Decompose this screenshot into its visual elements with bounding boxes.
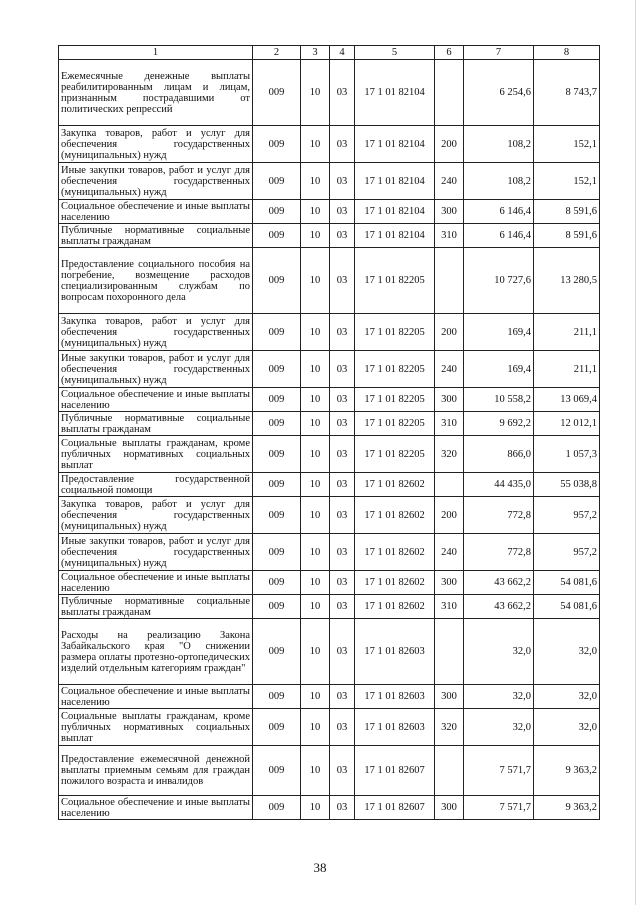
table-row — [59, 314, 600, 351]
row-code-cell: 009 — [253, 796, 301, 820]
row-expense-type-cell: 200 — [435, 497, 464, 534]
row-amount-col8-cell: 32,0 — [534, 685, 600, 709]
row-code-cell: 009 — [253, 163, 301, 200]
page-edge-line — [635, 0, 636, 905]
row-subsection-cell: 03 — [330, 314, 355, 351]
row-amount-col8-cell: 1 057,3 — [534, 436, 600, 473]
row-code-cell: 009 — [253, 497, 301, 534]
row-expense-type-cell: 320 — [435, 436, 464, 473]
row-subsection-cell: 03 — [330, 248, 355, 314]
table-row — [59, 685, 600, 709]
row-code-cell: 009 — [253, 351, 301, 388]
table-row — [59, 473, 600, 497]
row-amount-col8-cell: 211,1 — [534, 314, 600, 351]
row-target-item-cell: 17 1 01 82602 — [355, 473, 435, 497]
row-name-cell: Закупка товаров, работ и услуг для обеспечения государственных (муниципальных) нужд — [59, 126, 253, 163]
row-section-cell: 10 — [301, 412, 330, 436]
row-code-cell: 009 — [253, 746, 301, 796]
row-amount-col8-cell: 54 081,6 — [534, 571, 600, 595]
row-target-item-cell: 17 1 01 82104 — [355, 200, 435, 224]
row-target-item-cell: 17 1 01 82607 — [355, 796, 435, 820]
row-amount-col7-cell: 43 662,2 — [464, 571, 534, 595]
row-code-cell: 009 — [253, 412, 301, 436]
row-expense-type-cell: 300 — [435, 200, 464, 224]
row-name-cell: Иные закупки товаров, работ и услуг для обеспечения государственных (муниципальных) нужд — [59, 534, 253, 571]
row-target-item-cell: 17 1 01 82602 — [355, 595, 435, 619]
row-amount-col7-cell: 32,0 — [464, 619, 534, 685]
row-amount-col7-cell: 866,0 — [464, 436, 534, 473]
row-amount-col7-cell: 169,4 — [464, 314, 534, 351]
row-amount-col7-cell: 32,0 — [464, 709, 534, 746]
row-amount-col7-cell: 7 571,7 — [464, 746, 534, 796]
row-target-item-cell: 17 1 01 82205 — [355, 412, 435, 436]
row-name-cell: Предоставление государственной социальной помощи — [59, 473, 253, 497]
row-expense-type-cell — [435, 619, 464, 685]
row-code-cell: 009 — [253, 248, 301, 314]
row-section-cell: 10 — [301, 60, 330, 126]
row-subsection-cell: 03 — [330, 595, 355, 619]
row-expense-type-cell — [435, 60, 464, 126]
header-col-8: 8 — [534, 46, 600, 60]
row-target-item-cell: 17 1 01 82205 — [355, 248, 435, 314]
table-row — [59, 619, 600, 685]
table-row — [59, 571, 600, 595]
row-name-cell: Социальное обеспечение и иные выплаты населению — [59, 200, 253, 224]
table-row — [59, 796, 600, 820]
row-subsection-cell: 03 — [330, 497, 355, 534]
row-name-cell: Социальное обеспечение и иные выплаты населению — [59, 571, 253, 595]
row-code-cell: 009 — [253, 126, 301, 163]
table-row — [59, 534, 600, 571]
row-amount-col8-cell: 211,1 — [534, 351, 600, 388]
row-target-item-cell: 17 1 01 82205 — [355, 351, 435, 388]
row-subsection-cell: 03 — [330, 619, 355, 685]
row-section-cell: 10 — [301, 571, 330, 595]
row-subsection-cell: 03 — [330, 351, 355, 388]
row-name-cell: Иные закупки товаров, работ и услуг для обеспечения государственных (муниципальных) нужд — [59, 351, 253, 388]
page-number: 38 — [313, 860, 327, 875]
row-expense-type-cell: 310 — [435, 412, 464, 436]
row-code-cell: 009 — [253, 314, 301, 351]
row-target-item-cell: 17 1 01 82205 — [355, 388, 435, 412]
row-amount-col8-cell: 8 743,7 — [534, 60, 600, 126]
row-subsection-cell: 03 — [330, 473, 355, 497]
row-target-item-cell: 17 1 01 82602 — [355, 571, 435, 595]
row-target-item-cell: 17 1 01 82603 — [355, 709, 435, 746]
table-row — [59, 351, 600, 388]
header-col-4: 4 — [330, 46, 355, 60]
table-header-row — [59, 46, 600, 60]
row-target-item-cell: 17 1 01 82104 — [355, 224, 435, 248]
row-expense-type-cell: 320 — [435, 709, 464, 746]
table-body — [59, 60, 600, 820]
row-name-cell: Закупка товаров, работ и услуг для обеспечения государственных (муниципальных) нужд — [59, 314, 253, 351]
table-row — [59, 436, 600, 473]
header-col-3: 3 — [301, 46, 330, 60]
row-amount-col8-cell: 9 363,2 — [534, 796, 600, 820]
row-amount-col7-cell: 10 727,6 — [464, 248, 534, 314]
row-section-cell: 10 — [301, 796, 330, 820]
row-section-cell: 10 — [301, 746, 330, 796]
table-row — [59, 224, 600, 248]
row-amount-col7-cell: 772,8 — [464, 497, 534, 534]
row-expense-type-cell: 200 — [435, 314, 464, 351]
row-amount-col7-cell: 6 146,4 — [464, 224, 534, 248]
row-section-cell: 10 — [301, 709, 330, 746]
row-subsection-cell: 03 — [330, 412, 355, 436]
row-expense-type-cell: 240 — [435, 351, 464, 388]
row-expense-type-cell: 300 — [435, 796, 464, 820]
row-expense-type-cell: 310 — [435, 595, 464, 619]
row-expense-type-cell: 300 — [435, 571, 464, 595]
row-amount-col7-cell: 108,2 — [464, 163, 534, 200]
row-target-item-cell: 17 1 01 82603 — [355, 685, 435, 709]
row-amount-col7-cell: 108,2 — [464, 126, 534, 163]
row-target-item-cell: 17 1 01 82205 — [355, 436, 435, 473]
row-section-cell: 10 — [301, 685, 330, 709]
row-amount-col8-cell: 54 081,6 — [534, 595, 600, 619]
table-row — [59, 248, 600, 314]
row-name-cell: Социальное обеспечение и иные выплаты населению — [59, 796, 253, 820]
row-amount-col8-cell: 32,0 — [534, 619, 600, 685]
row-amount-col8-cell: 9 363,2 — [534, 746, 600, 796]
header-col-7: 7 — [464, 46, 534, 60]
row-target-item-cell: 17 1 01 82607 — [355, 746, 435, 796]
row-section-cell: 10 — [301, 224, 330, 248]
row-subsection-cell: 03 — [330, 709, 355, 746]
row-subsection-cell: 03 — [330, 126, 355, 163]
header-col-1: 1 — [59, 46, 253, 60]
row-subsection-cell: 03 — [330, 436, 355, 473]
row-name-cell: Предоставление социального пособия на погребение, возмещение расходов специализированным службам по вопросам похоронного дела — [59, 248, 253, 314]
row-target-item-cell: 17 1 01 82603 — [355, 619, 435, 685]
row-target-item-cell: 17 1 01 82205 — [355, 314, 435, 351]
row-expense-type-cell: 310 — [435, 224, 464, 248]
row-code-cell: 009 — [253, 685, 301, 709]
table-row — [59, 595, 600, 619]
row-subsection-cell: 03 — [330, 60, 355, 126]
row-name-cell: Иные закупки товаров, работ и услуг для обеспечения государственных (муниципальных) нужд — [59, 163, 253, 200]
row-section-cell: 10 — [301, 388, 330, 412]
row-name-cell: Социальное обеспечение и иные выплаты населению — [59, 685, 253, 709]
row-subsection-cell: 03 — [330, 746, 355, 796]
row-name-cell: Ежемесячные денежные выплаты реабилитированным лицам и лицам, признанным пострадавшими от политических репрессий — [59, 60, 253, 126]
row-section-cell: 10 — [301, 595, 330, 619]
table-row — [59, 497, 600, 534]
row-subsection-cell: 03 — [330, 534, 355, 571]
row-code-cell: 009 — [253, 595, 301, 619]
row-section-cell: 10 — [301, 248, 330, 314]
row-name-cell: Публичные нормативные социальные выплаты гражданам — [59, 224, 253, 248]
table-row — [59, 746, 600, 796]
row-code-cell: 009 — [253, 709, 301, 746]
row-amount-col7-cell: 9 692,2 — [464, 412, 534, 436]
row-amount-col8-cell: 152,1 — [534, 163, 600, 200]
row-expense-type-cell: 300 — [435, 388, 464, 412]
row-code-cell: 009 — [253, 473, 301, 497]
row-expense-type-cell: 200 — [435, 126, 464, 163]
row-expense-type-cell: 240 — [435, 163, 464, 200]
row-code-cell: 009 — [253, 388, 301, 412]
row-subsection-cell: 03 — [330, 571, 355, 595]
row-amount-col7-cell: 6 254,6 — [464, 60, 534, 126]
row-amount-col8-cell: 152,1 — [534, 126, 600, 163]
row-section-cell: 10 — [301, 497, 330, 534]
row-name-cell: Публичные нормативные социальные выплаты гражданам — [59, 412, 253, 436]
row-amount-col7-cell: 10 558,2 — [464, 388, 534, 412]
row-subsection-cell: 03 — [330, 388, 355, 412]
row-name-cell: Предоставление ежемесячной денежной выплаты приемным семьям для граждан пожилого возраста и инвалидов — [59, 746, 253, 796]
row-name-cell: Расходы на реализацию Закона Забайкальского края "О снижении размера оплаты протезно-ортопедических изделий отдельным категориям граждан" — [59, 619, 253, 685]
row-code-cell: 009 — [253, 200, 301, 224]
table-row — [59, 412, 600, 436]
row-amount-col7-cell: 7 571,7 — [464, 796, 534, 820]
header-col-6: 6 — [435, 46, 464, 60]
row-subsection-cell: 03 — [330, 685, 355, 709]
table-row — [59, 709, 600, 746]
row-name-cell: Социальные выплаты гражданам, кроме публичных нормативных социальных выплат — [59, 709, 253, 746]
row-section-cell: 10 — [301, 473, 330, 497]
row-section-cell: 10 — [301, 534, 330, 571]
row-target-item-cell: 17 1 01 82104 — [355, 60, 435, 126]
row-section-cell: 10 — [301, 163, 330, 200]
row-target-item-cell: 17 1 01 82104 — [355, 163, 435, 200]
header-col-5: 5 — [355, 46, 435, 60]
row-amount-col8-cell: 957,2 — [534, 534, 600, 571]
row-subsection-cell: 03 — [330, 224, 355, 248]
table-row — [59, 388, 600, 412]
row-expense-type-cell — [435, 746, 464, 796]
row-amount-col8-cell: 13 280,5 — [534, 248, 600, 314]
row-amount-col8-cell: 55 038,8 — [534, 473, 600, 497]
row-amount-col8-cell: 12 012,1 — [534, 412, 600, 436]
row-amount-col8-cell: 13 069,4 — [534, 388, 600, 412]
table-row — [59, 60, 600, 126]
row-expense-type-cell — [435, 473, 464, 497]
row-target-item-cell: 17 1 01 82104 — [355, 126, 435, 163]
row-subsection-cell: 03 — [330, 796, 355, 820]
row-name-cell: Социальные выплаты гражданам, кроме публичных нормативных социальных выплат — [59, 436, 253, 473]
table-row — [59, 200, 600, 224]
row-section-cell: 10 — [301, 200, 330, 224]
row-target-item-cell: 17 1 01 82602 — [355, 534, 435, 571]
row-code-cell: 009 — [253, 534, 301, 571]
row-name-cell: Публичные нормативные социальные выплаты гражданам — [59, 595, 253, 619]
row-name-cell: Закупка товаров, работ и услуг для обеспечения государственных (муниципальных) нужд — [59, 497, 253, 534]
row-amount-col7-cell: 44 435,0 — [464, 473, 534, 497]
row-name-cell: Социальное обеспечение и иные выплаты населению — [59, 388, 253, 412]
row-expense-type-cell: 300 — [435, 685, 464, 709]
row-expense-type-cell — [435, 248, 464, 314]
row-code-cell: 009 — [253, 224, 301, 248]
row-section-cell: 10 — [301, 351, 330, 388]
row-amount-col8-cell: 957,2 — [534, 497, 600, 534]
row-amount-col8-cell: 32,0 — [534, 709, 600, 746]
row-code-cell: 009 — [253, 60, 301, 126]
row-amount-col7-cell: 772,8 — [464, 534, 534, 571]
row-code-cell: 009 — [253, 619, 301, 685]
row-code-cell: 009 — [253, 436, 301, 473]
row-amount-col7-cell: 32,0 — [464, 685, 534, 709]
row-section-cell: 10 — [301, 619, 330, 685]
row-amount-col7-cell: 43 662,2 — [464, 595, 534, 619]
row-section-cell: 10 — [301, 314, 330, 351]
table-row — [59, 163, 600, 200]
row-target-item-cell: 17 1 01 82602 — [355, 497, 435, 534]
row-section-cell: 10 — [301, 126, 330, 163]
row-amount-col8-cell: 8 591,6 — [534, 224, 600, 248]
row-code-cell: 009 — [253, 571, 301, 595]
header-col-2: 2 — [253, 46, 301, 60]
table-row — [59, 126, 600, 163]
row-amount-col7-cell: 6 146,4 — [464, 200, 534, 224]
row-amount-col7-cell: 169,4 — [464, 351, 534, 388]
row-section-cell: 10 — [301, 436, 330, 473]
row-subsection-cell: 03 — [330, 200, 355, 224]
row-amount-col8-cell: 8 591,6 — [534, 200, 600, 224]
row-expense-type-cell: 240 — [435, 534, 464, 571]
budget-table — [58, 45, 600, 820]
row-subsection-cell: 03 — [330, 163, 355, 200]
